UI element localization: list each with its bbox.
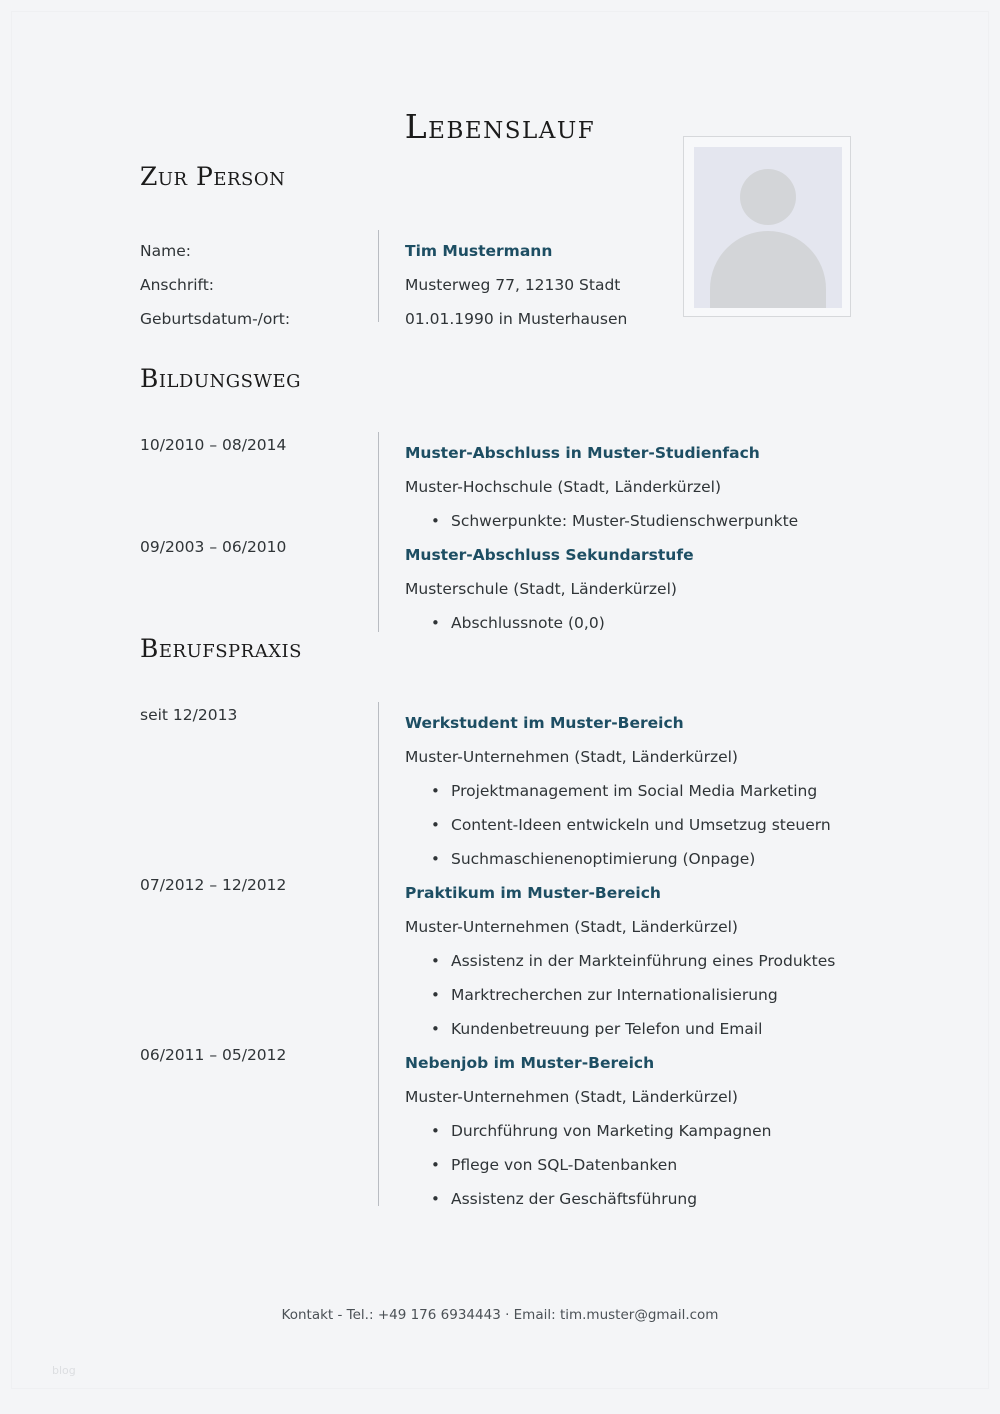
section-heading-person: Zur Person (140, 162, 286, 191)
resume-sheet (12, 12, 988, 1388)
experience-entry-0 (405, 706, 875, 876)
education-period-0: 10/2010 – 08/2014 (140, 436, 287, 454)
divider-person (378, 230, 379, 322)
list-item: • Assistenz in der Markteinführung eines Produktes (451, 944, 875, 978)
experience-title-1: Praktikum im Muster-Bereich (405, 884, 661, 902)
list-item: • Suchmaschienenoptimierung (Onpage) (451, 842, 875, 876)
list-item: • Kundenbetreuung per Telefon und Email (451, 1012, 875, 1046)
experience-entry-1 (405, 876, 875, 1046)
experience-bullets-1 (405, 944, 875, 1046)
divider-experience (378, 702, 379, 1206)
list-item: • Assistenz der Geschäftsführung (451, 1182, 875, 1216)
watermark-label: blog (52, 1364, 76, 1377)
education-title-1: Muster-Abschluss Sekundarstufe (405, 546, 694, 564)
education-period-1: 09/2003 – 06/2010 (140, 538, 287, 556)
list-item: • Projektmanagement im Social Media Marketing (451, 774, 875, 808)
experience-institution-0: Muster-Unternehmen (Stadt, Länderkürzel) (405, 748, 738, 766)
education-title-0: Muster-Abschluss in Muster-Studienfach (405, 444, 760, 462)
person-labels (140, 234, 365, 336)
experience-bullets-0 (405, 774, 875, 876)
section-heading-education: Bildungsweg (140, 364, 302, 393)
education-entry-0 (405, 436, 875, 538)
experience-entry-2 (405, 1046, 875, 1216)
list-item: • Abschlussnote (0,0) (451, 606, 875, 640)
experience-institution-2: Muster-Unternehmen (Stadt, Länderkürzel) (405, 1088, 738, 1106)
experience-title-0: Werkstudent im Muster-Bereich (405, 714, 684, 732)
education-entry-1 (405, 538, 875, 640)
list-item: • Pflege von SQL-Datenbanken (451, 1148, 875, 1182)
education-bullets-1 (405, 606, 875, 640)
footer-contact: Kontakt - Tel.: +49 176 6934443 · Email: tim.muster@gmail.com (281, 1307, 719, 1323)
list-item: • Marktrecherchen zur Internationalisierung (451, 978, 875, 1012)
list-item: • Durchführung von Marketing Kampagnen (451, 1114, 875, 1148)
section-heading-experience: Berufspraxis (140, 634, 302, 663)
person-value-birth: 01.01.1990 in Musterhausen (405, 310, 628, 328)
divider-education (378, 432, 379, 632)
person-value-address: Musterweg 77, 12130 Stadt (405, 276, 621, 294)
experience-period-2: 06/2011 – 05/2012 (140, 1046, 287, 1064)
experience-institution-1: Muster-Unternehmen (Stadt, Länderkürzel) (405, 918, 738, 936)
avatar-head-shape (740, 169, 796, 225)
experience-period-1: 07/2012 – 12/2012 (140, 876, 287, 894)
person-values (405, 234, 875, 336)
person-label-address: Anschrift: (140, 276, 215, 294)
person-label-birth: Geburtsdatum-/ort: (140, 310, 291, 328)
education-institution-1: Musterschule (Stadt, Länderkürzel) (405, 580, 677, 598)
page-title: Lebenslauf (404, 107, 596, 146)
education-bullets-0 (405, 504, 875, 538)
person-label-name: Name: (140, 242, 191, 260)
experience-bullets-2 (405, 1114, 875, 1216)
education-institution-0: Muster-Hochschule (Stadt, Länderkürzel) (405, 478, 722, 496)
experience-period-0: seit 12/2013 (140, 706, 238, 724)
experience-title-2: Nebenjob im Muster-Bereich (405, 1054, 655, 1072)
list-item: • Content-Ideen entwickeln und Umsetzug steuern (451, 808, 875, 842)
person-value-name: Tim Mustermann (405, 242, 553, 260)
list-item: • Schwerpunkte: Muster-Studienschwerpunkte (451, 504, 875, 538)
